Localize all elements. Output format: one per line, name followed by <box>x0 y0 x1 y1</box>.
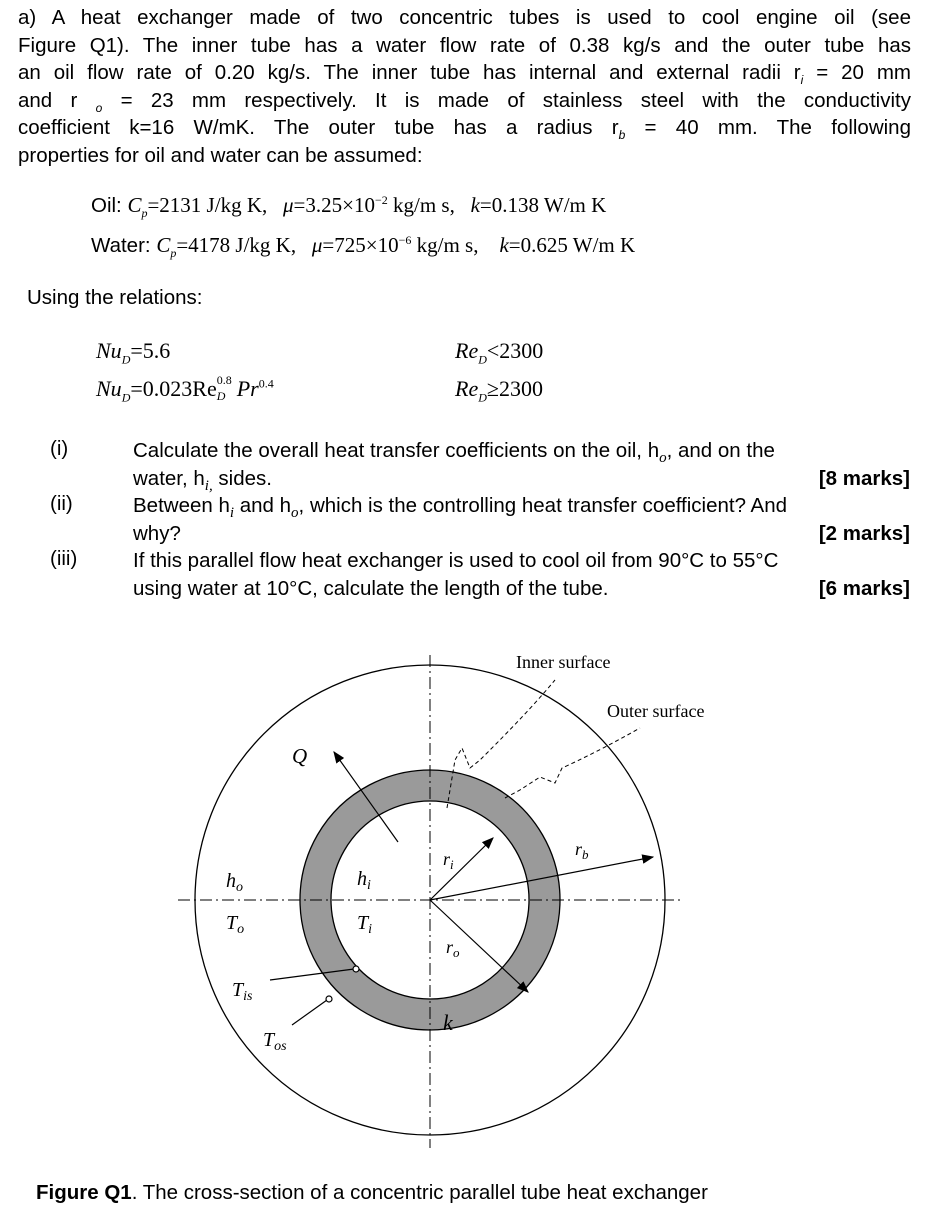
intro-paragraph <box>18 4 911 169</box>
ro-label: $r_o$ <box>446 937 460 960</box>
nusselt-laminar: $Nu_D=5.6$ <box>96 338 171 367</box>
question-3-number: (iii) <box>50 547 78 570</box>
outer-surface-label: Outer surface <box>607 701 705 721</box>
question-1-number: (i) <box>50 437 69 460</box>
to-label: $T_o$ <box>226 912 245 937</box>
figure-caption: Figure Q1. The cross-section of a concentric parallel tube heat exchanger <box>36 1181 708 1204</box>
question-3-marks: [6 marks] <box>818 576 910 600</box>
tis-label: $T_{is}$ <box>232 979 253 1004</box>
ri-arrow <box>430 838 493 900</box>
rb-label: $r_b$ <box>575 839 589 862</box>
tos-label: $T_{os}$ <box>263 1029 287 1054</box>
question-2: Between $h_i$ and $h_o$, which is the controlling heat transfer coefficient? And why? [2 marks] <box>133 492 910 547</box>
intro-line-1: a) A heat exchanger made of two concentric tubes is used to cool engine oil (see <box>18 6 911 29</box>
water-properties: Water: $C_p=4178$ J/kg K, $\mu=725\times 10^{-6}$ kg/m s, k=0.625 W/m K <box>91 233 636 261</box>
k-label: k <box>443 1010 453 1035</box>
intro-line-3: an oil flow rate of 0.20 kg/s. The inner tube has internal and external radii $r_i = 20$ mm <box>18 61 911 88</box>
tos-pointer <box>292 1000 327 1025</box>
relations-heading: Using the relations: <box>27 286 203 309</box>
q-label: Q <box>292 744 308 768</box>
question-3: If this parallel flow heat exchanger is used to cool oil from 90°C to 55°C using water at 10°C, calculate the length of the tube. [6 marks] <box>133 547 910 602</box>
ro-arrow <box>430 900 528 992</box>
ri-label: $r_i$ <box>443 849 454 872</box>
intro-line-4: and r $_o$ = 23 mm respectively. It is made of stainless steel with the conductivity <box>18 88 911 115</box>
ti-label: $T_i$ <box>357 912 373 937</box>
nusselt-turbulent: $Nu_D=0.023Re$ 0.8 D $Pr^{0.4}$ <box>96 373 274 405</box>
reynolds-turbulent: $Re_D\ge 2300$ <box>455 376 543 405</box>
question-2-marks: [2 marks] <box>818 521 910 545</box>
ho-label: $h_o$ <box>226 870 243 895</box>
question-1: Calculate the overall heat transfer coefficients on the oil, $h_o$, and on the water, $h_{i,}$ sides. [8 marks] <box>133 439 910 494</box>
inner-surface-label: Inner surface <box>516 652 611 672</box>
hi-label: $h_i$ <box>357 868 371 893</box>
reynolds-laminar: $Re_D<2300$ <box>455 338 544 367</box>
question-2-number: (ii) <box>50 492 73 515</box>
intro-line-5: coefficient k=16 W/mK. The outer tube has a radius $r_b = 40$ mm. The following <box>18 116 911 143</box>
intro-line-2: Figure Q1). The inner tube has a water flow rate of 0.38 kg/s and the outer tube has <box>18 33 911 57</box>
question-1-marks: [8 marks] <box>818 466 910 490</box>
intro-line-6: properties for oil and water can be assumed: <box>18 143 423 167</box>
oil-properties: Oil: $C_p=2131$ J/kg K, $\mu=3.25\times 10^{-2}$ kg/m s, k=0.138 W/m K <box>91 193 607 221</box>
outer-surface-leader <box>505 728 640 798</box>
cross-section-diagram <box>0 640 938 1170</box>
